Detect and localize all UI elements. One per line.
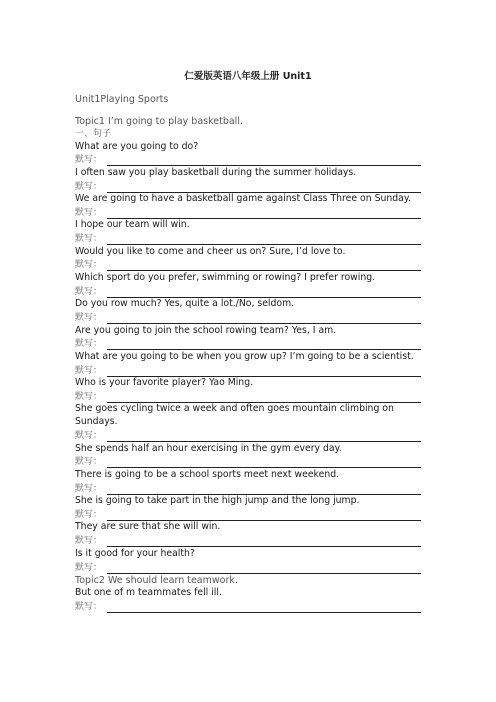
sentence: She is going to take part in the high jump and the long jump.: [75, 495, 360, 507]
dictation-label: 默写：: [75, 155, 103, 166]
last-sentence: But one of m teammates fell ill.: [75, 587, 222, 599]
dictation-row: [75, 390, 421, 403]
sentence: Are you going to join the school rowing team? Yes, I am.: [75, 324, 337, 336]
dictation-label: 默写：: [75, 457, 103, 468]
sentence-list: [75, 141, 421, 574]
dictation-blank-line[interactable]: [107, 259, 421, 271]
section-heading: 一、句子: [75, 129, 112, 139]
sentence: They are sure that she will win.: [75, 521, 221, 533]
dictation-label: 默写：: [75, 391, 103, 402]
dictation-blank-line[interactable]: [107, 365, 421, 377]
dictation-blank-line[interactable]: [107, 535, 421, 547]
dictation-label: 默写：: [75, 181, 103, 192]
topic1-heading: Topic1 I’m going to play basketball.: [75, 116, 243, 127]
dictation-row: [75, 258, 421, 271]
dictation-label: 默写：: [75, 483, 103, 494]
dictation-blank-line[interactable]: [107, 312, 421, 324]
dictation-row: [75, 455, 421, 468]
dictation-label: 默写：: [75, 509, 103, 520]
unit-heading: Unit1Playing Sports: [75, 94, 169, 105]
dictation-blank-line[interactable]: [107, 456, 421, 468]
dictation-row: [75, 482, 421, 495]
dictation-label: 默写：: [75, 562, 103, 573]
dictation-label: 默写：: [75, 313, 103, 324]
topic2-heading: Topic2 We should learn teamwork.: [75, 574, 238, 586]
dictation-row: [75, 364, 421, 377]
dictation-label: 默写：: [75, 536, 103, 547]
dictation-row: [75, 508, 421, 521]
dictation-row: [75, 153, 421, 166]
dictation-blank-line[interactable]: [107, 233, 421, 245]
dictation-row: [75, 206, 421, 219]
sentence: Do you row much? Yes, quite a lot./No, seldom.: [75, 298, 295, 310]
sentence: We are going to have a basketball game against Class Three on Sunday.: [75, 193, 412, 205]
sentence: She spends half an hour exercising in the gym every day.: [75, 442, 342, 454]
dictation-label: 默写：: [75, 286, 103, 297]
dictation-blank-line[interactable]: [107, 562, 421, 574]
dictation-blank-line[interactable]: [107, 286, 421, 298]
dictation-blank-line[interactable]: [107, 181, 421, 193]
dictation-row: [75, 311, 421, 324]
dictation-blank-line[interactable]: [107, 430, 421, 442]
sentence: What are you going to be when you grow up? I’m going to be a scientist.: [75, 350, 414, 362]
dictation-label: 默写：: [75, 260, 103, 271]
dictation-blank-line[interactable]: [107, 391, 421, 403]
dictation-blank-line[interactable]: [107, 509, 421, 521]
sentence: Would you like to come and cheer us on? Sure, I’d love to.: [75, 245, 346, 257]
sentence: I often saw you play basketball during the summer holidays.: [75, 166, 357, 178]
dictation-row: [75, 600, 421, 613]
dictation-label: 默写：: [75, 601, 103, 612]
dictation-blank-line[interactable]: [107, 207, 421, 219]
dictation-blank-line[interactable]: [107, 483, 421, 495]
sentence: I hope our team will win.: [75, 219, 190, 231]
sentence: There is going to be a school sports meet next weekend.: [75, 468, 340, 480]
dictation-label: 默写：: [75, 431, 103, 442]
dictation-blank-line[interactable]: [107, 338, 421, 350]
dictation-row: [75, 180, 421, 193]
dictation-row: [75, 232, 421, 245]
dictation-label: 默写：: [75, 365, 103, 376]
dictation-row: [75, 285, 421, 298]
sentence: Is it good for your health?: [75, 547, 195, 559]
dictation-label: 默写：: [75, 207, 103, 218]
dictation-row: [75, 337, 421, 350]
sentence: Who is your favorite player? Yao Ming.: [75, 377, 254, 389]
dictation-label: 默写：: [75, 234, 103, 245]
document-body: [75, 116, 421, 613]
dictation-row: [75, 534, 421, 547]
dictation-label: 默写：: [75, 339, 103, 350]
dictation-blank-line[interactable]: [107, 154, 421, 166]
document-title: 仁爱版英语八年级上册 Unit1: [184, 71, 312, 82]
sentence: Which sport do you prefer, swimming or rowing? I prefer rowing.: [75, 271, 376, 283]
dictation-blank-line[interactable]: [107, 601, 421, 613]
dictation-row: [75, 429, 421, 442]
dictation-row: [75, 561, 421, 574]
sentence: What are you going to do?: [75, 140, 199, 152]
sentence: She goes cycling twice a week and often goes mountain climbing on Sundays.: [75, 403, 394, 428]
